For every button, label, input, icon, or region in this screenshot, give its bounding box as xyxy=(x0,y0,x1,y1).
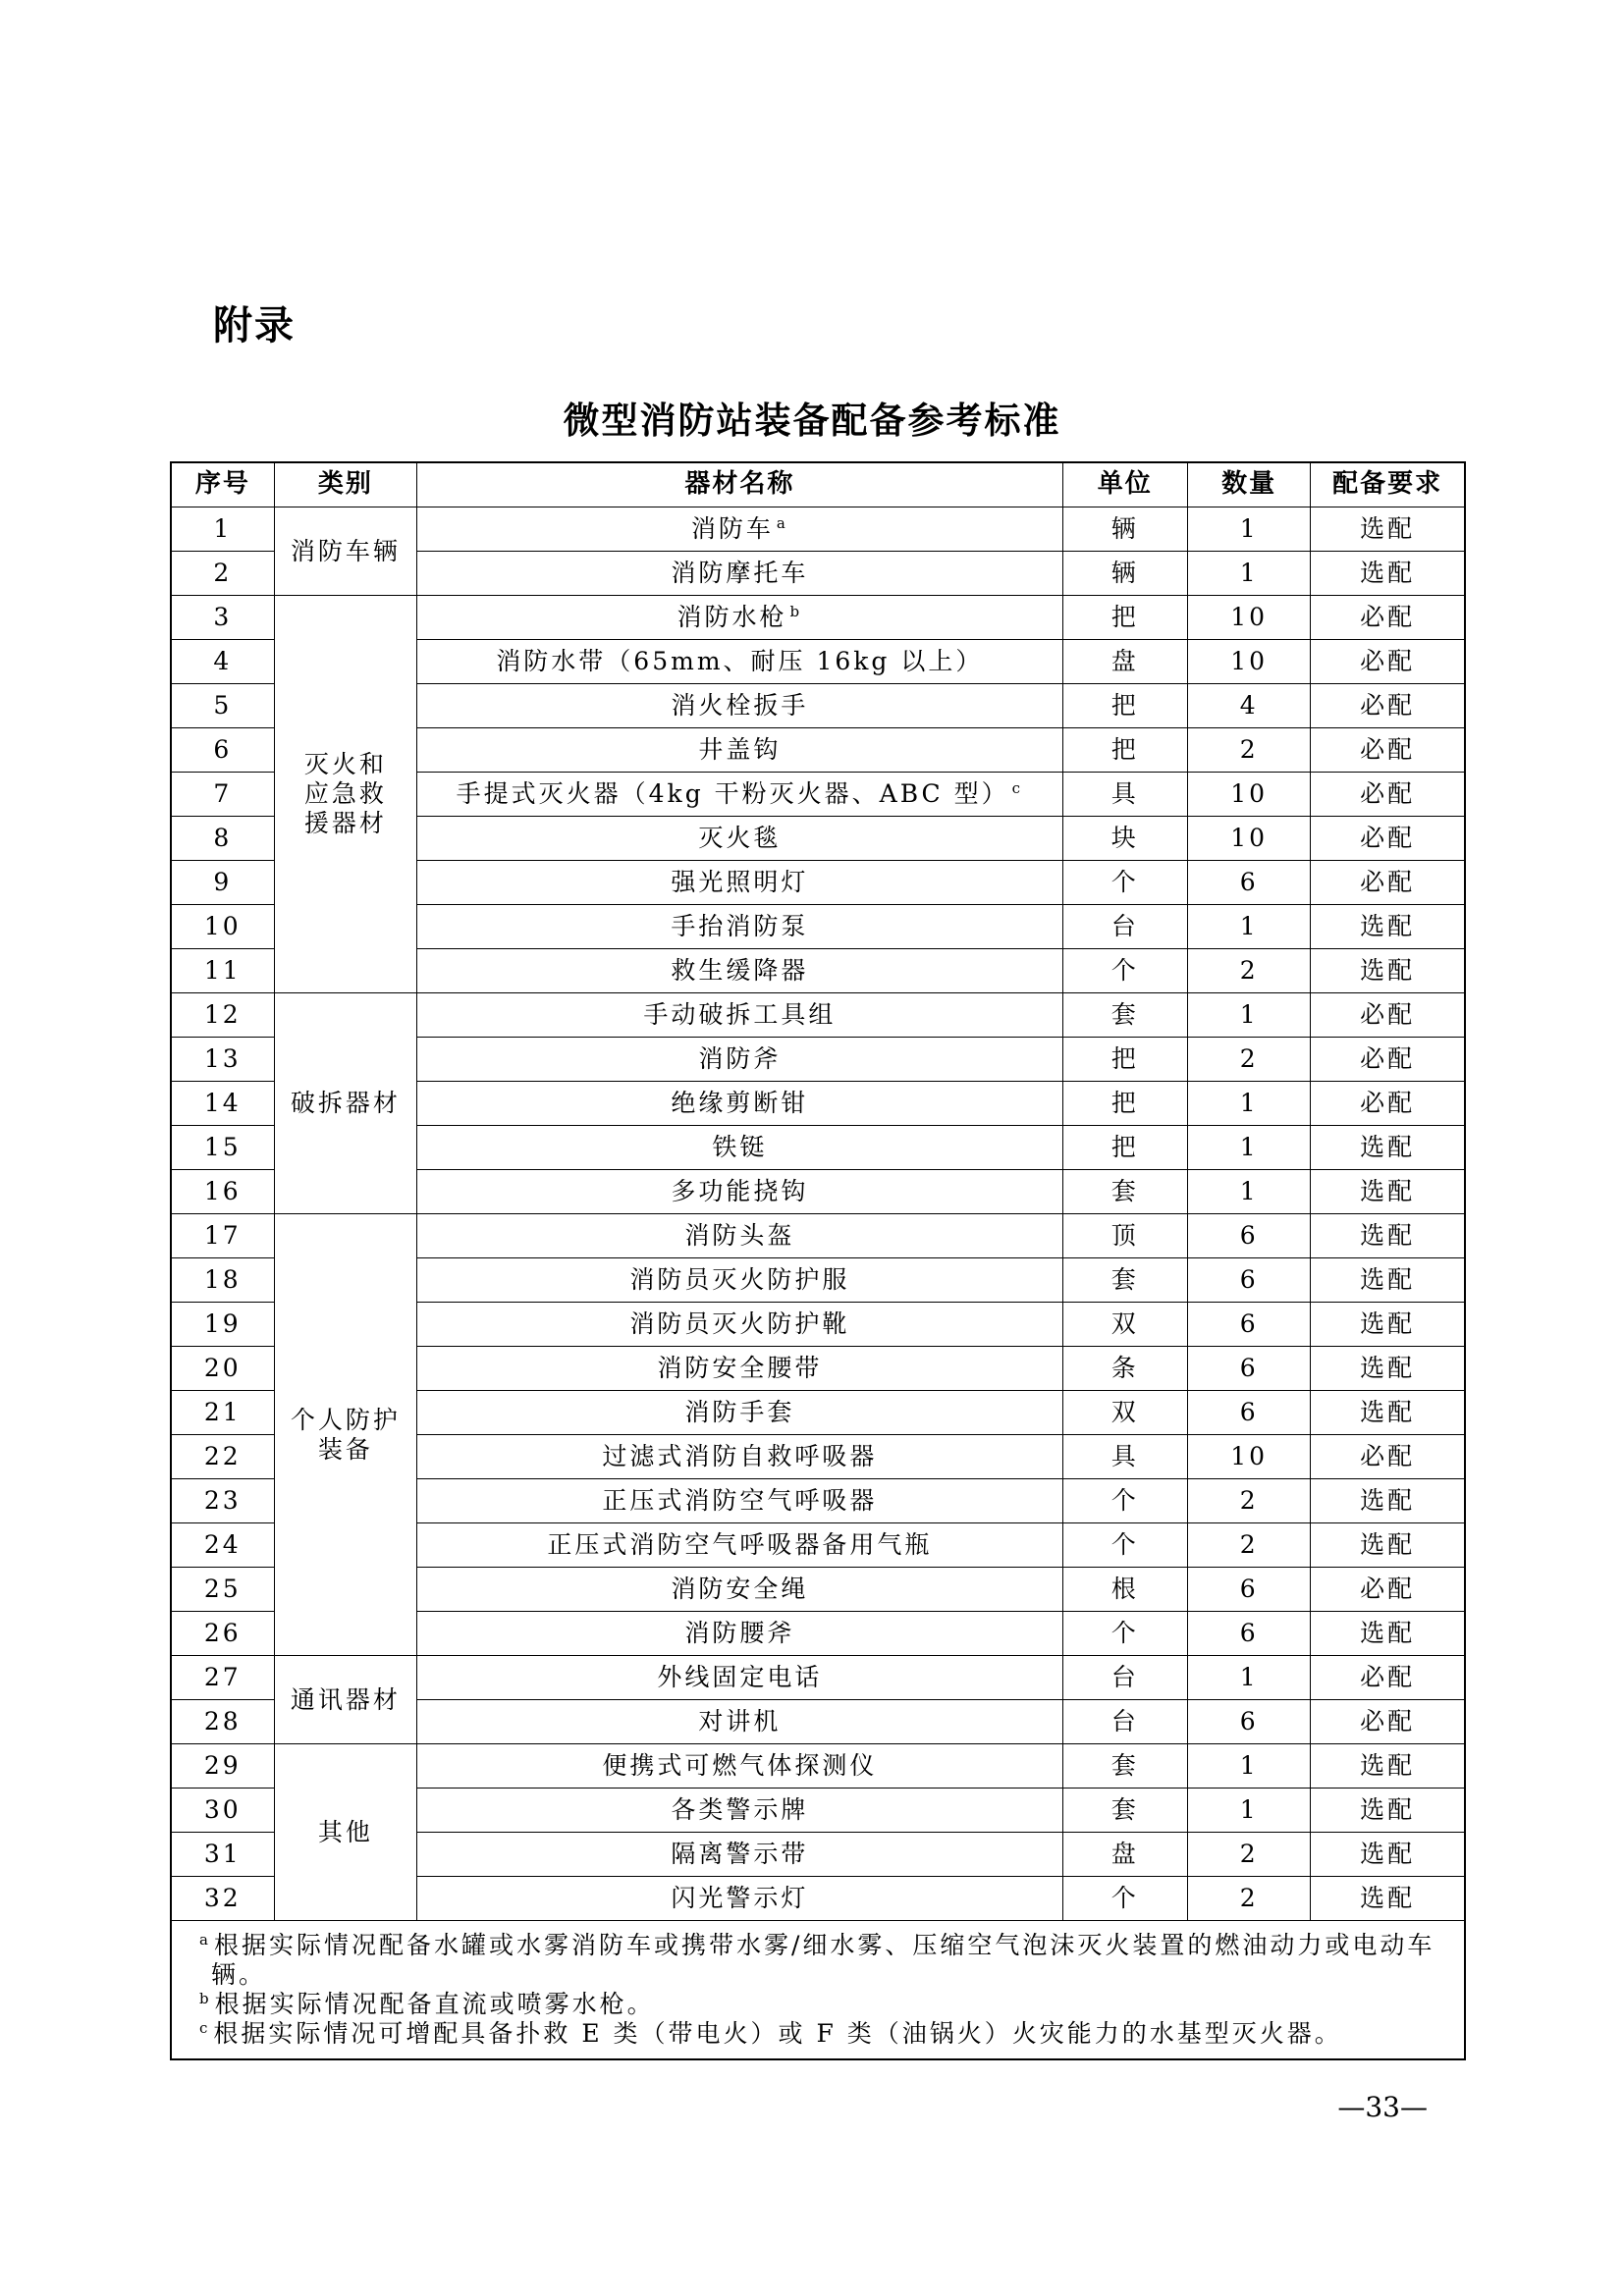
row-seq: 5 xyxy=(171,684,274,728)
item-unit: 双 xyxy=(1062,1391,1187,1435)
item-requirement: 选配 xyxy=(1311,1789,1465,1833)
item-name: 铁铤 xyxy=(712,1133,768,1161)
item-name: 强光照明灯 xyxy=(671,868,809,896)
item-requirement: 选配 xyxy=(1311,1347,1465,1391)
row-seq: 26 xyxy=(171,1612,274,1656)
row-seq: 4 xyxy=(171,640,274,684)
item-requirement: 选配 xyxy=(1311,1833,1465,1877)
category-cell: 破拆器材 xyxy=(274,993,417,1214)
item-quantity: 1 xyxy=(1187,1789,1310,1833)
item-name-cell xyxy=(417,1523,1062,1568)
item-name-cell xyxy=(417,1700,1062,1744)
item-name: 消火栓扳手 xyxy=(671,691,809,720)
item-name: 灭火毯 xyxy=(698,824,782,852)
item-quantity: 1 xyxy=(1187,1656,1310,1700)
item-name-cell xyxy=(417,1479,1062,1523)
item-requirement: 必配 xyxy=(1311,1700,1465,1744)
table-row xyxy=(171,1656,1465,1700)
item-unit: 套 xyxy=(1062,1258,1187,1303)
item-requirement: 必配 xyxy=(1311,596,1465,640)
item-quantity: 2 xyxy=(1187,1038,1310,1082)
row-seq: 32 xyxy=(171,1877,274,1921)
item-unit: 把 xyxy=(1062,1038,1187,1082)
item-unit: 把 xyxy=(1062,596,1187,640)
row-seq: 31 xyxy=(171,1833,274,1877)
item-name-cell xyxy=(417,1126,1062,1170)
table-row xyxy=(171,1744,1465,1789)
item-name-cell xyxy=(417,552,1062,596)
item-name: 消防水枪 xyxy=(677,603,787,631)
item-name-cell xyxy=(417,1258,1062,1303)
item-name-cell xyxy=(417,1789,1062,1833)
item-quantity: 1 xyxy=(1187,1744,1310,1789)
item-name: 对讲机 xyxy=(698,1707,782,1735)
table-title: 微型消防站装备配备参考标准 xyxy=(563,400,1061,442)
item-requirement: 选配 xyxy=(1311,552,1465,596)
item-requirement: 选配 xyxy=(1311,1214,1465,1258)
item-quantity: 2 xyxy=(1187,949,1310,993)
item-name: 消防安全腰带 xyxy=(657,1354,823,1382)
item-requirement: 选配 xyxy=(1311,1479,1465,1523)
item-name: 多功能挠钩 xyxy=(671,1177,809,1205)
row-seq: 28 xyxy=(171,1700,274,1744)
table-header-row xyxy=(171,462,1465,507)
item-requirement: 选配 xyxy=(1311,1523,1465,1568)
item-requirement: 必配 xyxy=(1311,1038,1465,1082)
row-seq: 14 xyxy=(171,1082,274,1126)
item-name: 消防手套 xyxy=(684,1398,795,1426)
row-seq: 8 xyxy=(171,817,274,861)
row-seq: 15 xyxy=(171,1126,274,1170)
item-requirement: 选配 xyxy=(1311,1258,1465,1303)
item-name-cell xyxy=(417,993,1062,1038)
item-quantity: 2 xyxy=(1187,1523,1310,1568)
item-unit: 盘 xyxy=(1062,640,1187,684)
item-name-cell xyxy=(417,1214,1062,1258)
notes-row xyxy=(171,1921,1465,2060)
item-unit: 双 xyxy=(1062,1303,1187,1347)
item-quantity: 6 xyxy=(1187,1568,1310,1612)
category-cell: 其他 xyxy=(274,1744,417,1921)
item-name-cell xyxy=(417,596,1062,640)
item-name: 消防水带（65mm、耐压 16kg 以上） xyxy=(496,647,984,675)
item-name-cell xyxy=(417,1612,1062,1656)
item-unit: 根 xyxy=(1062,1568,1187,1612)
item-quantity: 1 xyxy=(1187,993,1310,1038)
table-row xyxy=(171,1214,1465,1258)
item-name-cell xyxy=(417,1170,1062,1214)
row-seq: 7 xyxy=(171,773,274,817)
item-name: 正压式消防空气呼吸器备用气瓶 xyxy=(547,1530,933,1559)
item-name-cell xyxy=(417,773,1062,817)
row-seq: 12 xyxy=(171,993,274,1038)
footnote-mark: b xyxy=(789,602,803,620)
item-name: 隔离警示带 xyxy=(671,1840,809,1868)
item-quantity: 2 xyxy=(1187,1877,1310,1921)
row-seq: 17 xyxy=(171,1214,274,1258)
table-row xyxy=(171,993,1465,1038)
row-seq: 10 xyxy=(171,905,274,949)
item-unit: 套 xyxy=(1062,1789,1187,1833)
item-requirement: 必配 xyxy=(1311,1568,1465,1612)
item-name: 消防摩托车 xyxy=(671,559,809,587)
item-requirement: 选配 xyxy=(1311,1744,1465,1789)
row-seq: 9 xyxy=(171,861,274,905)
row-seq: 27 xyxy=(171,1656,274,1700)
footnote xyxy=(199,1989,1440,2019)
row-seq: 3 xyxy=(171,596,274,640)
item-unit: 顶 xyxy=(1062,1214,1187,1258)
footnote-mark: a xyxy=(776,513,788,532)
row-seq: 19 xyxy=(171,1303,274,1347)
header-category: 类别 xyxy=(274,462,417,507)
item-unit: 把 xyxy=(1062,728,1187,773)
item-requirement: 必配 xyxy=(1311,993,1465,1038)
item-name-cell xyxy=(417,905,1062,949)
item-name: 消防车 xyxy=(690,514,774,543)
item-requirement: 必配 xyxy=(1311,684,1465,728)
item-quantity: 6 xyxy=(1187,1391,1310,1435)
item-quantity: 10 xyxy=(1187,596,1310,640)
item-name-cell xyxy=(417,1744,1062,1789)
item-name-cell xyxy=(417,1082,1062,1126)
item-name: 手提式灭火器（4kg 干粉灭火器、ABC 型） xyxy=(456,779,1009,808)
row-seq: 16 xyxy=(171,1170,274,1214)
category-cell: 通讯器材 xyxy=(274,1656,417,1744)
row-seq: 11 xyxy=(171,949,274,993)
item-requirement: 必配 xyxy=(1311,861,1465,905)
item-name-cell xyxy=(417,861,1062,905)
item-unit: 个 xyxy=(1062,1523,1187,1568)
item-unit: 个 xyxy=(1062,1877,1187,1921)
item-name: 井盖钩 xyxy=(698,735,782,764)
row-seq: 21 xyxy=(171,1391,274,1435)
item-name: 外线固定电话 xyxy=(657,1663,823,1691)
item-name-cell xyxy=(417,1877,1062,1921)
item-quantity: 2 xyxy=(1187,728,1310,773)
item-requirement: 必配 xyxy=(1311,1656,1465,1700)
item-requirement: 选配 xyxy=(1311,1391,1465,1435)
item-name: 各类警示牌 xyxy=(671,1795,809,1824)
item-name-cell xyxy=(417,1656,1062,1700)
footnote-mark: b xyxy=(199,1989,212,2007)
item-unit: 套 xyxy=(1062,1744,1187,1789)
item-requirement: 必配 xyxy=(1311,773,1465,817)
item-name: 手动破拆工具组 xyxy=(643,1000,837,1029)
item-quantity: 6 xyxy=(1187,861,1310,905)
item-requirement: 必配 xyxy=(1311,1082,1465,1126)
item-quantity: 6 xyxy=(1187,1303,1310,1347)
item-unit: 套 xyxy=(1062,1170,1187,1214)
item-name-cell xyxy=(417,684,1062,728)
row-seq: 20 xyxy=(171,1347,274,1391)
header-requirement: 配备要求 xyxy=(1311,462,1465,507)
item-name-cell xyxy=(417,1038,1062,1082)
equipment-table xyxy=(170,461,1466,2060)
item-name: 消防腰斧 xyxy=(684,1619,795,1647)
item-unit: 台 xyxy=(1062,1700,1187,1744)
item-unit: 套 xyxy=(1062,993,1187,1038)
item-name: 过滤式消防自救呼吸器 xyxy=(602,1442,878,1470)
item-name: 正压式消防空气呼吸器 xyxy=(602,1486,878,1515)
item-quantity: 6 xyxy=(1187,1700,1310,1744)
item-requirement: 必配 xyxy=(1311,640,1465,684)
item-name-cell xyxy=(417,1435,1062,1479)
item-quantity: 1 xyxy=(1187,1170,1310,1214)
row-seq: 1 xyxy=(171,507,274,552)
item-name-cell xyxy=(417,1303,1062,1347)
item-name-cell xyxy=(417,1347,1062,1391)
item-name: 闪光警示灯 xyxy=(671,1884,809,1912)
item-unit: 个 xyxy=(1062,949,1187,993)
item-requirement: 选配 xyxy=(1311,905,1465,949)
item-name: 绝缘剪断钳 xyxy=(671,1089,809,1117)
item-name-cell xyxy=(417,507,1062,552)
item-quantity: 10 xyxy=(1187,640,1310,684)
item-name-cell xyxy=(417,1391,1062,1435)
item-name: 消防安全绳 xyxy=(671,1575,809,1603)
footnote xyxy=(199,1930,1440,1990)
item-quantity: 1 xyxy=(1187,905,1310,949)
header-seq: 序号 xyxy=(171,462,274,507)
footnote-text: 根据实际情况配备直流或喷雾水枪。 xyxy=(214,1990,655,2018)
item-quantity: 6 xyxy=(1187,1612,1310,1656)
row-seq: 25 xyxy=(171,1568,274,1612)
category-cell: 灭火和应急救援器材 xyxy=(274,596,417,993)
item-name: 消防斧 xyxy=(698,1044,782,1073)
item-quantity: 6 xyxy=(1187,1258,1310,1303)
item-unit: 个 xyxy=(1062,1479,1187,1523)
row-seq: 6 xyxy=(171,728,274,773)
item-name-cell xyxy=(417,1833,1062,1877)
row-seq: 2 xyxy=(171,552,274,596)
item-unit: 台 xyxy=(1062,1656,1187,1700)
item-unit: 盘 xyxy=(1062,1833,1187,1877)
item-unit: 辆 xyxy=(1062,552,1187,596)
item-quantity: 10 xyxy=(1187,1435,1310,1479)
item-name: 手抬消防泵 xyxy=(671,912,809,940)
footnote-mark: c xyxy=(199,2018,211,2037)
item-unit: 台 xyxy=(1062,905,1187,949)
item-quantity: 2 xyxy=(1187,1479,1310,1523)
header-quantity: 数量 xyxy=(1187,462,1310,507)
item-quantity: 6 xyxy=(1187,1214,1310,1258)
header-name: 器材名称 xyxy=(417,462,1062,507)
item-name: 便携式可燃气体探测仪 xyxy=(602,1751,878,1780)
table-row xyxy=(171,507,1465,552)
item-requirement: 必配 xyxy=(1311,1435,1465,1479)
table-body xyxy=(171,507,1465,1921)
item-requirement: 必配 xyxy=(1311,728,1465,773)
footnote xyxy=(199,2018,1440,2049)
item-quantity: 1 xyxy=(1187,1126,1310,1170)
item-name: 消防员灭火防护靴 xyxy=(629,1309,850,1338)
footnotes xyxy=(171,1921,1465,2060)
item-quantity: 4 xyxy=(1187,684,1310,728)
row-seq: 22 xyxy=(171,1435,274,1479)
item-requirement: 选配 xyxy=(1311,1303,1465,1347)
item-name-cell xyxy=(417,1568,1062,1612)
footnote-mark: a xyxy=(199,1930,211,1949)
category-cell: 个人防护装备 xyxy=(274,1214,417,1656)
page-number: —33— xyxy=(1337,2091,1428,2123)
item-unit: 辆 xyxy=(1062,507,1187,552)
item-name-cell xyxy=(417,949,1062,993)
item-unit: 块 xyxy=(1062,817,1187,861)
header-unit: 单位 xyxy=(1062,462,1187,507)
item-requirement: 选配 xyxy=(1311,1877,1465,1921)
item-quantity: 10 xyxy=(1187,817,1310,861)
category-cell: 消防车辆 xyxy=(274,507,417,596)
item-quantity: 1 xyxy=(1187,1082,1310,1126)
table-row xyxy=(171,596,1465,640)
item-unit: 把 xyxy=(1062,684,1187,728)
item-unit: 条 xyxy=(1062,1347,1187,1391)
item-requirement: 必配 xyxy=(1311,817,1465,861)
row-seq: 29 xyxy=(171,1744,274,1789)
item-unit: 具 xyxy=(1062,1435,1187,1479)
item-name-cell xyxy=(417,728,1062,773)
row-seq: 30 xyxy=(171,1789,274,1833)
item-name: 消防头盔 xyxy=(684,1221,795,1250)
appendix-heading: 附录 xyxy=(213,303,296,348)
item-name-cell xyxy=(417,817,1062,861)
item-unit: 把 xyxy=(1062,1126,1187,1170)
item-unit: 个 xyxy=(1062,861,1187,905)
item-unit: 个 xyxy=(1062,1612,1187,1656)
item-name-cell xyxy=(417,640,1062,684)
footnote-text: 根据实际情况可增配具备扑救 E 类（带电火）或 F 类（油锅火）火灾能力的水基型灭火器。 xyxy=(213,2019,1342,2048)
item-unit: 把 xyxy=(1062,1082,1187,1126)
item-requirement: 选配 xyxy=(1311,507,1465,552)
footnote-text: 根据实际情况配备水罐或水雾消防车或携带水雾/细水雾、压缩空气泡沫灭火装置的燃油动力或电动车辆。 xyxy=(211,1931,1435,1989)
item-requirement: 选配 xyxy=(1311,1170,1465,1214)
row-seq: 24 xyxy=(171,1523,274,1568)
row-seq: 13 xyxy=(171,1038,274,1082)
item-unit: 具 xyxy=(1062,773,1187,817)
item-requirement: 选配 xyxy=(1311,1126,1465,1170)
row-seq: 23 xyxy=(171,1479,274,1523)
footnote-mark: c xyxy=(1011,778,1024,797)
row-seq: 18 xyxy=(171,1258,274,1303)
item-quantity: 1 xyxy=(1187,552,1310,596)
item-quantity: 6 xyxy=(1187,1347,1310,1391)
item-quantity: 10 xyxy=(1187,773,1310,817)
item-name: 救生缓降器 xyxy=(671,956,809,985)
item-quantity: 1 xyxy=(1187,507,1310,552)
item-requirement: 选配 xyxy=(1311,1612,1465,1656)
item-requirement: 选配 xyxy=(1311,949,1465,993)
item-name: 消防员灭火防护服 xyxy=(629,1265,850,1294)
item-quantity: 2 xyxy=(1187,1833,1310,1877)
